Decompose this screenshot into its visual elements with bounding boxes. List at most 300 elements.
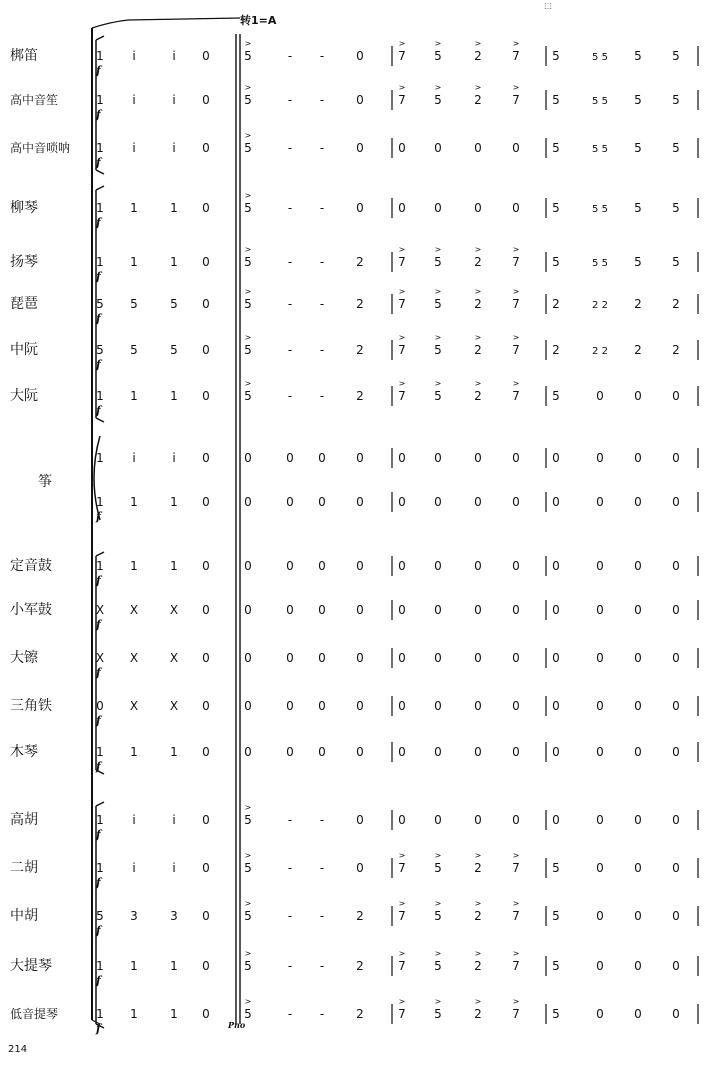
note-cell: 7	[512, 255, 520, 269]
note-cell: 0	[474, 813, 482, 827]
note-cell: 0	[672, 389, 680, 403]
accent-mark: >	[398, 83, 406, 92]
note-cell: 0	[398, 559, 406, 573]
note-cell: 5	[96, 909, 104, 923]
note-cell: 0	[398, 651, 406, 665]
note-cell: 0	[202, 651, 210, 665]
note-cell: 5	[634, 201, 642, 215]
note-cell: X	[129, 651, 139, 665]
note-cell: 0	[434, 141, 442, 155]
note-cell: 0	[398, 141, 406, 155]
note-cell: 0	[202, 909, 210, 923]
note-cell: 3	[170, 909, 178, 923]
note-cell: 0	[672, 559, 680, 573]
note-cell: 0	[634, 1007, 642, 1021]
note-cell: 2	[356, 1007, 364, 1021]
instrument-label: 三角铁	[10, 698, 52, 714]
note-cell: i	[132, 141, 136, 155]
score-row	[10, 191, 698, 229]
note-cell: 1	[96, 93, 104, 107]
instrument-label: 高胡	[10, 812, 38, 828]
note-cell: 0	[634, 451, 642, 465]
note-cell: 0	[552, 559, 560, 573]
note-cell: 0	[596, 909, 604, 923]
accent-mark: >	[244, 949, 252, 958]
dynamic-mark: f	[96, 404, 101, 417]
note-cell: 0	[286, 699, 294, 713]
note-cell: 2	[474, 297, 482, 311]
note-cell: 0	[318, 559, 326, 573]
note-cell: 2	[356, 297, 364, 311]
note-cell: 5	[434, 389, 442, 403]
note-cell: 0	[202, 813, 210, 827]
accent-mark: >	[474, 39, 482, 48]
note-cell: 5	[434, 959, 442, 973]
note-cell: 0	[512, 651, 520, 665]
note-cell: i	[172, 93, 176, 107]
note-cell: 1	[96, 745, 104, 759]
note-cell: 0	[244, 495, 252, 509]
accent-mark: >	[434, 287, 442, 296]
note-cell: 0	[202, 451, 210, 465]
note-cell: -	[319, 343, 325, 357]
note-cell: 0	[512, 745, 520, 759]
accent-mark: >	[474, 851, 482, 860]
note-cell: 0	[596, 1007, 604, 1021]
dynamic-mark: f	[96, 574, 101, 587]
ghost-text: Pno	[228, 1020, 246, 1030]
note-cell: X	[169, 651, 179, 665]
note-cell: 0	[244, 745, 252, 759]
note-cell: 0	[318, 699, 326, 713]
instrument-label: 中阮	[10, 342, 38, 358]
note-cell: 0	[434, 651, 442, 665]
accent-mark: >	[434, 83, 442, 92]
note-cell: 0	[398, 201, 406, 215]
note-cell: 1	[170, 495, 178, 509]
note-cell: 1	[130, 495, 138, 509]
note-cell: 1	[130, 1007, 138, 1021]
note-cell: 5	[634, 93, 642, 107]
note-cell: 0	[244, 651, 252, 665]
accent-mark: >	[244, 83, 252, 92]
note-cell: i	[172, 861, 176, 875]
instrument-label: 木琴	[10, 744, 38, 760]
note-cell: X	[169, 603, 179, 617]
score-row	[10, 696, 698, 727]
accent-mark: >	[398, 379, 406, 388]
note-cell: 7	[398, 297, 406, 311]
note-cell: 0	[434, 495, 442, 509]
note-cell: -	[287, 861, 293, 875]
note-cell: 1	[130, 745, 138, 759]
note-cell: 0	[244, 699, 252, 713]
dynamic-mark: f	[96, 924, 101, 937]
note-cell: 1	[170, 745, 178, 759]
note-cell: 0	[672, 959, 680, 973]
instrument-label-zheng: 筝	[38, 474, 52, 490]
note-cell: 0	[512, 559, 520, 573]
note-cell: 5	[672, 93, 680, 107]
note-cell: X	[129, 699, 139, 713]
note-cell: 2	[474, 343, 482, 357]
note-cell: 1	[170, 201, 178, 215]
note-cell: 0	[356, 813, 364, 827]
note-cell: 5	[552, 49, 560, 63]
note-cell: 1	[96, 959, 104, 973]
note-cell: i	[172, 141, 176, 155]
score-row	[10, 742, 698, 773]
note-cell: 0	[552, 451, 560, 465]
note-cell: 1	[130, 389, 138, 403]
accent-mark: >	[244, 287, 252, 296]
dynamic-mark: f	[96, 760, 101, 773]
note-cell: 1	[96, 255, 104, 269]
accent-mark: >	[474, 997, 482, 1006]
note-cell: 2	[474, 49, 482, 63]
note-cell: 0	[244, 451, 252, 465]
note-cell: 5	[96, 343, 104, 357]
page-number: 214	[8, 1044, 28, 1055]
accent-mark: >	[244, 245, 252, 254]
note-cell: 2	[356, 959, 364, 973]
note-cell: 1	[130, 959, 138, 973]
note-cell: 0	[202, 49, 210, 63]
note-cell: -	[287, 813, 293, 827]
note-cell: 0	[434, 745, 442, 759]
note-cell: 5	[244, 297, 252, 311]
note-cell: 0	[552, 745, 560, 759]
note-cell: 5	[552, 93, 560, 107]
accent-mark: >	[398, 997, 406, 1006]
note-cell: 0	[634, 603, 642, 617]
note-cell: 5	[552, 141, 560, 155]
system-bracket	[92, 18, 240, 1028]
note-cell: 0	[596, 451, 604, 465]
note-cell: 0	[202, 745, 210, 759]
note-cell: 0	[202, 201, 210, 215]
note-cell: 0	[398, 603, 406, 617]
note-cell: 7	[398, 93, 406, 107]
note-cell: 1	[96, 389, 104, 403]
note-cell: -	[319, 1007, 325, 1021]
note-cell: X	[95, 603, 105, 617]
note-cell: 5	[434, 909, 442, 923]
dynamic-mark: f	[96, 358, 101, 371]
note-cell: 0	[434, 813, 442, 827]
note-cell: 0	[512, 813, 520, 827]
note-cell: 0	[286, 451, 294, 465]
instrument-label: 扬琴	[10, 254, 38, 270]
instrument-label: 定音鼓	[10, 558, 52, 574]
note-cell: 0	[356, 603, 364, 617]
note-cell: X	[169, 699, 179, 713]
score-row	[96, 448, 698, 468]
note-cell: -	[319, 49, 325, 63]
instrument-label: 琵琶	[10, 296, 38, 312]
note-cell: 2	[474, 959, 482, 973]
note-cell: 0	[552, 651, 560, 665]
note-cell: 0	[244, 603, 252, 617]
note-cell: 5	[552, 389, 560, 403]
note-cell: 5	[434, 49, 442, 63]
rehearsal-mark: ⬚	[544, 1, 552, 10]
note-cell: 0	[596, 559, 604, 573]
note-cell: 7	[398, 255, 406, 269]
note-cell: i	[132, 451, 136, 465]
note-cell: 0	[286, 495, 294, 509]
note-cell: 0	[202, 297, 210, 311]
note-cell: 7	[398, 1007, 406, 1021]
note-cell: 5	[170, 343, 178, 357]
note-cell: 2	[474, 389, 482, 403]
note-cell: 0	[434, 699, 442, 713]
dynamic-mark: f	[96, 666, 101, 679]
note-cell: 0	[434, 603, 442, 617]
note-cell: 2	[474, 861, 482, 875]
note-cell: 0	[474, 141, 482, 155]
note-cell: 5	[434, 297, 442, 311]
note-cell: 7	[512, 297, 520, 311]
note-cell: 0	[512, 451, 520, 465]
note-cell: 5	[244, 813, 252, 827]
note-cell: 7	[512, 93, 520, 107]
instrument-label: 低音提琴	[10, 1007, 59, 1021]
note-cell: 0	[512, 141, 520, 155]
note-cell: 0	[512, 699, 520, 713]
note-cell: 0	[398, 495, 406, 509]
score-row	[10, 899, 698, 937]
note-cell: 0	[596, 651, 604, 665]
note-cell: 1	[170, 959, 178, 973]
note-cell: 5	[672, 255, 680, 269]
score-row	[10, 556, 698, 587]
note-cell: 2	[672, 297, 680, 311]
note-cell: 0	[356, 201, 364, 215]
note-cell: 5	[434, 343, 442, 357]
note-cell: 0	[672, 451, 680, 465]
note-cell: i	[132, 93, 136, 107]
dynamic-mark: f	[96, 1022, 101, 1035]
note-cell: -	[287, 1007, 293, 1021]
note-cell: -	[319, 201, 325, 215]
accent-mark: >	[474, 83, 482, 92]
note-cell: 0	[474, 651, 482, 665]
note-cell: 7	[398, 861, 406, 875]
note-cell: -	[287, 201, 293, 215]
note-cell: 0	[398, 451, 406, 465]
dynamic-mark: f	[96, 108, 101, 121]
note-cell: 0	[202, 699, 210, 713]
accent-mark: >	[512, 287, 520, 296]
dynamic-mark: f	[96, 876, 101, 889]
instrument-label: 柳琴	[10, 200, 38, 216]
instrument-label: 大提琴	[10, 958, 52, 974]
note-cell: 1	[170, 1007, 178, 1021]
note-cell: 0	[356, 699, 364, 713]
note-cell: 0	[634, 909, 642, 923]
note-cell: 2	[634, 343, 642, 357]
note-cell: 0	[434, 451, 442, 465]
note-cell: 5	[96, 297, 104, 311]
note-cell: 0	[634, 651, 642, 665]
note-cell: i	[172, 451, 176, 465]
score-row	[10, 39, 698, 77]
accent-mark: >	[244, 899, 252, 908]
note-cell: 5	[130, 343, 138, 357]
note-cell: 0	[512, 201, 520, 215]
note-cell: 0	[672, 651, 680, 665]
note-cell: 5	[672, 141, 680, 155]
note-cell: X	[95, 651, 105, 665]
accent-mark: >	[244, 39, 252, 48]
note-cell: 5	[434, 93, 442, 107]
note-cell: 0	[634, 495, 642, 509]
note-cell: 0	[596, 495, 604, 509]
accent-mark: >	[474, 245, 482, 254]
note-cell: 0	[596, 959, 604, 973]
note-cell: 0	[356, 651, 364, 665]
instrument-label: 高中音唢呐	[10, 141, 71, 155]
note-cell: 7	[398, 49, 406, 63]
note-cell: -	[287, 93, 293, 107]
note-cell: X	[129, 603, 139, 617]
note-cell: 5	[552, 1007, 560, 1021]
tempo-marking: 转1=A	[240, 14, 277, 27]
note-cell: 0	[552, 603, 560, 617]
note-cell: 0	[202, 255, 210, 269]
score-row	[10, 600, 698, 631]
dynamic-mark: f	[96, 618, 101, 631]
note-cell: 0	[634, 861, 642, 875]
note-cell: 0	[474, 495, 482, 509]
note-cell: 0	[474, 699, 482, 713]
note-cell: 5	[130, 297, 138, 311]
accent-mark: >	[474, 287, 482, 296]
note-cell: i	[132, 861, 136, 875]
accent-mark: >	[512, 39, 520, 48]
note-cell: 2	[552, 343, 560, 357]
instrument-rows	[10, 39, 698, 1035]
note-cell: 5	[434, 1007, 442, 1021]
note-cell: 0	[512, 603, 520, 617]
score-row	[10, 287, 698, 325]
note-cell: 7	[398, 909, 406, 923]
note-cell: -	[319, 959, 325, 973]
note-cell: 7	[512, 959, 520, 973]
note-cell: -	[319, 389, 325, 403]
note-cell: 0	[552, 699, 560, 713]
note-cell: 0	[552, 813, 560, 827]
note-cell: 0	[474, 603, 482, 617]
note-cell: -	[287, 909, 293, 923]
instrument-label: 小军鼓	[10, 602, 52, 618]
note-cell: 0	[512, 495, 520, 509]
note-cell: 0	[318, 651, 326, 665]
note-cell: -	[319, 909, 325, 923]
note-cell: 1	[170, 255, 178, 269]
note-cell: 0	[356, 49, 364, 63]
note-cell: 5	[244, 389, 252, 403]
note-cell: -	[319, 255, 325, 269]
note-cell: -	[287, 255, 293, 269]
accent-mark: >	[512, 83, 520, 92]
note-cell: 5	[244, 861, 252, 875]
accent-mark: >	[512, 997, 520, 1006]
accent-mark: >	[434, 245, 442, 254]
note-cell: 5	[244, 49, 252, 63]
score-row	[10, 379, 698, 417]
accent-mark: >	[244, 803, 252, 812]
note-cell: 0	[434, 559, 442, 573]
dynamic-mark: f	[96, 64, 101, 77]
note-cell: 0	[596, 389, 604, 403]
note-cell: 2	[474, 909, 482, 923]
accent-mark: >	[398, 39, 406, 48]
note-cell: 0	[202, 93, 210, 107]
accent-mark: >	[398, 333, 406, 342]
note-cell: 0	[672, 813, 680, 827]
note-cell: 5	[552, 255, 560, 269]
note-cell: -	[287, 297, 293, 311]
score-row	[10, 83, 698, 121]
note-cell: 3	[130, 909, 138, 923]
note-cell: 5	[244, 201, 252, 215]
note-cell: 5	[634, 141, 642, 155]
note-cell: 5	[170, 297, 178, 311]
note-cell: 5	[672, 201, 680, 215]
accent-mark: >	[434, 997, 442, 1006]
note-cell: 1	[96, 1007, 104, 1021]
note-cell: 1	[96, 495, 104, 509]
note-cell: 0	[634, 699, 642, 713]
note-cell: 0	[318, 745, 326, 759]
dynamic-mark: f	[96, 828, 101, 841]
note-cell: 2	[552, 297, 560, 311]
note-cell: i	[172, 49, 176, 63]
accent-mark: >	[244, 191, 252, 200]
score-row	[95, 492, 698, 523]
note-cell: 0	[474, 451, 482, 465]
note-cell: i	[132, 813, 136, 827]
note-cell: -	[319, 297, 325, 311]
note-cell: -	[287, 141, 293, 155]
note-cell: 7	[398, 959, 406, 973]
note-cell: 2	[356, 909, 364, 923]
accent-mark: >	[434, 333, 442, 342]
note-cell: 5	[552, 861, 560, 875]
accent-mark: >	[434, 899, 442, 908]
note-cell: 5	[434, 861, 442, 875]
note-cell: 1	[130, 559, 138, 573]
note-cell: 5 5	[592, 204, 608, 215]
note-cell: 5	[672, 49, 680, 63]
note-cell: 7	[512, 909, 520, 923]
note-cell: 2	[634, 297, 642, 311]
score-row	[10, 648, 698, 679]
note-cell: 0	[202, 141, 210, 155]
barlines	[236, 34, 240, 1024]
instrument-label: 梆笛	[10, 48, 38, 64]
note-cell: 0	[356, 451, 364, 465]
note-cell: 2	[474, 255, 482, 269]
note-cell: 5	[244, 959, 252, 973]
accent-mark: >	[434, 379, 442, 388]
note-cell: 0	[202, 495, 210, 509]
note-cell: -	[319, 861, 325, 875]
note-cell: 2	[356, 343, 364, 357]
note-cell: 1	[96, 861, 104, 875]
